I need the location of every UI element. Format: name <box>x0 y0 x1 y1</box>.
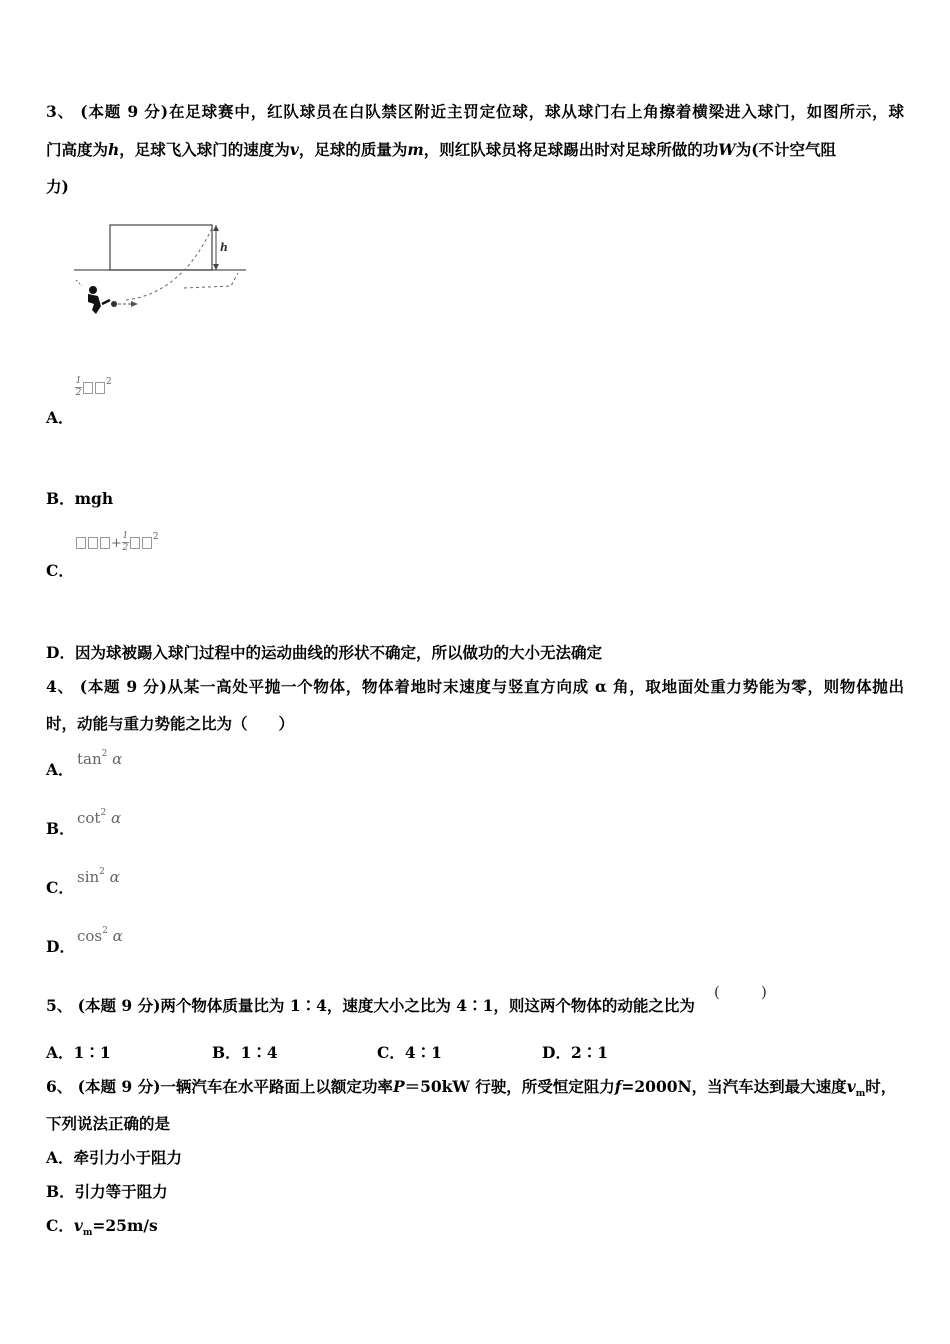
q6-option-a[interactable]: A．牵引力小于阻力 <box>46 1148 183 1167</box>
arrow-icon <box>131 301 138 307</box>
q5-paren-open: ( <box>714 983 720 1001</box>
q6-option-b[interactable]: B．引力等于阻力 <box>46 1182 168 1201</box>
q3-option-a-formula: $\frac{1}{2} ^2$ <box>75 376 112 398</box>
q3-text: ，足球的质量为 <box>298 140 408 159</box>
q4-option-b-formula: $\cot^2 \alpha$ <box>77 808 122 827</box>
var-f: f <box>614 1077 622 1096</box>
q3-line-2 <box>46 140 836 160</box>
q3-option-a-label[interactable]: A． <box>46 408 74 427</box>
q4-option-c-formula: $\sin^2 \alpha$ <box>77 867 120 886</box>
ball-trajectory <box>126 228 212 300</box>
soccer-goal-figure <box>66 218 251 320</box>
figure-label-h: h <box>220 241 228 254</box>
q5-line-1: 5、 (本题 9 分)两个物体质量比为 1∶4，速度大小之比为 4∶1，则这两个物体的动能之比为 <box>46 996 695 1015</box>
ground-projection <box>184 273 238 288</box>
q4-option-d-label[interactable]: D． <box>46 937 75 956</box>
q3-text: 门高度为 <box>46 140 109 159</box>
q4-option-b-label[interactable]: B． <box>46 819 75 838</box>
var-v: v <box>289 140 299 159</box>
q6-line-1: 6、 (本题 9 分)一辆汽车在水平路面上以额定功率P＝50kW 行驶，所受恒定阻力f=2000N，当汽车达到最大速度$v_m$时， <box>46 1077 897 1100</box>
ball-icon <box>111 301 117 307</box>
q4-line-2: 时，动能与重力势能之比为（ ） <box>46 714 295 733</box>
q5-paren-close: ) <box>761 983 767 1001</box>
q3-text: ，则红队球员将足球踢出时对足球所做的功 <box>423 140 719 159</box>
goal-frame <box>110 225 212 270</box>
var-m: m <box>407 140 424 159</box>
q4-option-c-label[interactable]: C． <box>46 878 74 897</box>
q5-option-a[interactable]: A．1∶1 <box>46 1043 111 1062</box>
q3-line-3: 力) <box>46 177 69 196</box>
var-h: h <box>108 140 120 159</box>
q3-option-c-label[interactable]: C． <box>46 561 74 580</box>
q4-option-d-formula: $\cos^2 \alpha$ <box>77 926 123 945</box>
q4-line-1: 4、 (本题 9 分)从某一高处平抛一个物体，物体着地时末速度与竖直方向成 α 角，取地面处重力势能为零，则物体抛出 <box>46 677 904 696</box>
q3-text: ，足球飞入球门的速度为 <box>119 140 290 159</box>
q6-line-2: 下列说法正确的是 <box>46 1114 171 1133</box>
q3-line-1: 3、 (本题 9 分)在足球赛中，红队球员在白队禁区附近主罚定位球，球从球门右上角擦着横梁进入球门，如图所示，球 <box>46 102 904 121</box>
q3-option-c-formula: $+\frac{1}{2} ^2$ <box>75 532 159 553</box>
q3-option-d[interactable]: D．因为球被踢入球门过程中的运动曲线的形状不确定，所以做功的大小无法确定 <box>46 643 602 662</box>
q3-option-b[interactable]: B．mgh <box>46 489 114 508</box>
var-vm: v <box>846 1077 856 1096</box>
q5-option-b[interactable]: B．1∶4 <box>212 1043 278 1062</box>
q6-option-c[interactable]: C．$v_m=25m/s$ <box>46 1216 158 1239</box>
q5-option-d[interactable]: D．2∶1 <box>542 1043 609 1062</box>
q3-text: 为(不计空气阻 <box>735 140 837 159</box>
q4-option-a-label[interactable]: A． <box>46 760 74 779</box>
var-W: W <box>718 140 736 159</box>
var-P: P <box>392 1077 405 1096</box>
q4-option-a-formula: $\tan^2 \alpha$ <box>77 749 123 768</box>
q5-option-c[interactable]: C．4∶1 <box>377 1043 442 1062</box>
player-icon <box>88 286 110 314</box>
